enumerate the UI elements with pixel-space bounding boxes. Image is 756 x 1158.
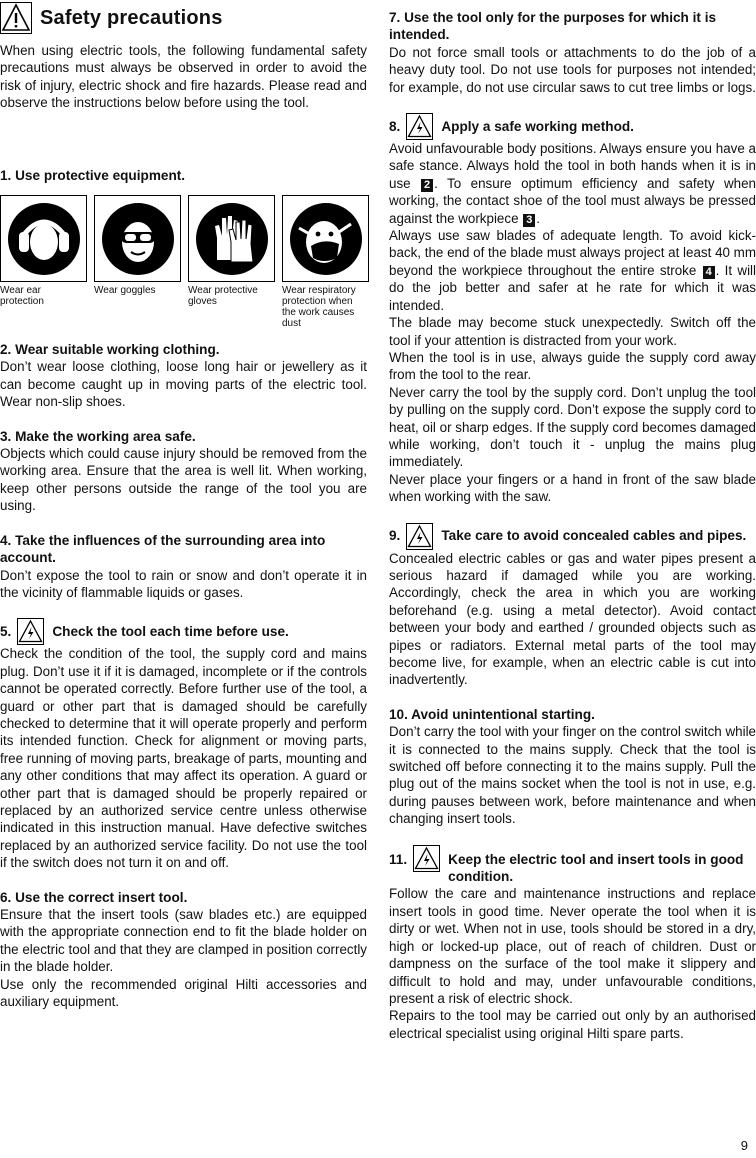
section-8-number: 8. (389, 118, 401, 134)
gloves-icon (195, 202, 269, 276)
respirator-icon (289, 202, 363, 276)
section-11-body-1: Follow the care and maintenance instructions and replace insert tools in good time. Never operate the tool when it is dirty or wet. When not in use, tools should be stored in a dry, high or locked-up place, out of reach of children. Dust or dampness on the surface of the tool make it slippery and difficult to hold and may, under unfavourable conditions, present a risk of electric shock. (389, 886, 756, 1006)
ref-badge-4: 4 (703, 266, 715, 279)
ppe-ear (0, 195, 87, 329)
section-2-body: Don’t wear loose clothing, loose long hair or jewellery as it can become caught up in moving parts of the electric tool. Wear non-slip shoes. (0, 359, 367, 410)
section-8-p2: Always use saw blades of adequate length. To avoid kick-back, the end of the blade must always project at least 40 mm beyond the workpiece throughout the entire stroke 4 . It will do the job better and safer at he rate for which it was intended. (389, 228, 756, 313)
section-3-body: Objects which could cause injury should be removed from the working area. Ensure that the area is well lit. When working, keep other persons outside the range of the tool you are using. (0, 446, 367, 514)
intro-text: When using electric tools, the following fundamental safety precautions must always be observed in order to avoid the risk of injury, electric shock and fire hazards. Please read and observe the instructions below before using the tool. (0, 43, 367, 111)
title-row (0, 0, 367, 36)
section-2-heading: 2. Wear suitable working clothing. (0, 342, 220, 358)
section-11-body-2: Repairs to the tool may be carried out only by an authorised electrical specialist using original Hilti spare parts. (389, 1008, 756, 1041)
section-5-body: Check the condition of the tool, the supply cord and mains plug. Don’t use it if it is damaged, incomplete or if the controls cannot be operated correctly. Before further use of the tool, a guard or other part that is damaged should be carefully checked to determine that it will operate properly and perform its intended function. Check for alignment or moving parts, free running of moving parts, breakage of parts, mounting and any other conditions that may affect its operation. A guard or other part that is damaged should be properly repaired or replaced by an authorized service centre unless otherwise indicated in this instruction manual. Have defective switches replaced by an authorized service facility. Do not use the tool if the switch does not turn it on and off. (0, 646, 367, 871)
section-4-body: Don’t expose the tool to rain or snow and don’t operate it in the vicinity of flammable liquids or gases. (0, 567, 367, 600)
section-11-heading (389, 845, 756, 886)
ppe-goggles (94, 195, 181, 329)
goggles-icon (101, 202, 175, 276)
warning-shock-icon (17, 618, 44, 645)
section-8-p4: When the tool is in use, always guide the supply cord away from the tool to the rear. (389, 349, 756, 383)
section-1-heading: 1. Use protective equipment. (0, 167, 186, 183)
section-9-number: 9. (389, 528, 401, 544)
section-8-title: Apply a safe working method. (441, 118, 634, 134)
section-8-heading (389, 113, 756, 140)
section-9-body: Concealed electric cables or gas and water pipes present a serious hazard if damaged while you are working. Accordingly, check the area in which you are working beforehand (e.g. using a metal detector). Avoid contact between your body and earthed / grounded objects such as pipes or radiators. External metal parts of the tool may become live, for example, when an electric cable is cut into inadvertently. (389, 550, 756, 688)
section-7-heading: 7. Use the tool only for the purposes for which it is intended. (389, 10, 717, 43)
warning-icon (0, 2, 32, 34)
warning-shock-icon (413, 845, 440, 872)
section-6-body-2: Use only the recommended original Hilti accessories and auxiliary equipment. (0, 976, 367, 1010)
section-8-p5: Never carry the tool by the supply cord. Don’t unplug the tool by pulling on the supply cord. Don’t expose the supply cord to heat, oil or sharp edges. If the supply cord becomes damaged while working, don’t touch it - unplug the mains plug immediately. (389, 384, 756, 470)
ppe-gloves-caption: Wear protective gloves (188, 285, 258, 308)
section-5-number: 5. (0, 624, 12, 640)
section-4-heading: 4. Take the influences of the surrounding area into account. (0, 532, 326, 566)
warning-shock-icon (406, 113, 433, 140)
page-number: 9 (740, 1138, 748, 1153)
section-6-body-1: Ensure that the insert tools (saw blades etc.) are equipped with the appropriate connection end to fit the blade holder on the electric tool and that they are clamped in position correctly in the blade holder. (0, 907, 367, 975)
ppe-respirator-caption: Wear respiratory protection when the work causes dust (282, 285, 356, 330)
section-8-p6: Never place your fingers or a hand in front of the saw blade when working with the saw. (389, 471, 756, 505)
section-8-p3: The blade may become stuck unexpectedly. Switch off the tool if your attention is distracted from your work. (389, 315, 756, 348)
ppe-respirator (282, 195, 369, 329)
section-5-heading (0, 618, 367, 645)
right-column (389, 9, 756, 1042)
section-9-heading (389, 523, 756, 550)
ppe-icons (0, 195, 367, 329)
section-11-title: Keep the electric tool and insert tools in good condition. (448, 851, 744, 885)
section-11-number: 11. (389, 851, 408, 867)
ref-badge-3: 3 (523, 214, 535, 227)
section-7-body: Do not force small tools or attachments to do the job of a heavy duty tool. Do not use tools for purposes not intended; for example, do not use circular saws to cut tree limbs or logs. (389, 44, 756, 95)
section-8-p1: Avoid unfavourable body positions. Always ensure you have a safe stance. Always hold the tool in both hands when it is in use 2 . To ensure optimum efficiency and safety when working, the contact shoe of the tool must always be pressed against the workpiece 3 . (389, 141, 756, 226)
warning-shock-icon (406, 523, 433, 550)
section-3-heading: 3. Make the working area safe. (0, 428, 196, 444)
page-title: Safety precautions (40, 6, 223, 29)
ref-badge-2: 2 (421, 179, 433, 192)
ppe-gloves (188, 195, 275, 329)
section-10-heading: 10. Avoid unintentional starting. (389, 706, 595, 722)
section-6-heading: 6. Use the correct insert tool. (0, 889, 188, 905)
ear-protection-icon (7, 202, 81, 276)
section-10-body: Don’t carry the tool with your finger on the control switch while it is connected to the mains supply. Check that the tool is switched off before connecting it to the mains supply. Pull the plug out of the mains socket when the tool is not in use, e.g. during pauses between work, before maintenance and when changing insert tools. (389, 724, 756, 827)
section-5-title: Check the tool each time before use. (52, 624, 289, 640)
ppe-ear-caption: Wear ear protection (0, 285, 44, 308)
left-column (0, 0, 367, 1010)
section-9-title: Take care to avoid concealed cables and pipes. (441, 528, 747, 544)
ppe-goggles-caption: Wear goggles (94, 285, 156, 297)
